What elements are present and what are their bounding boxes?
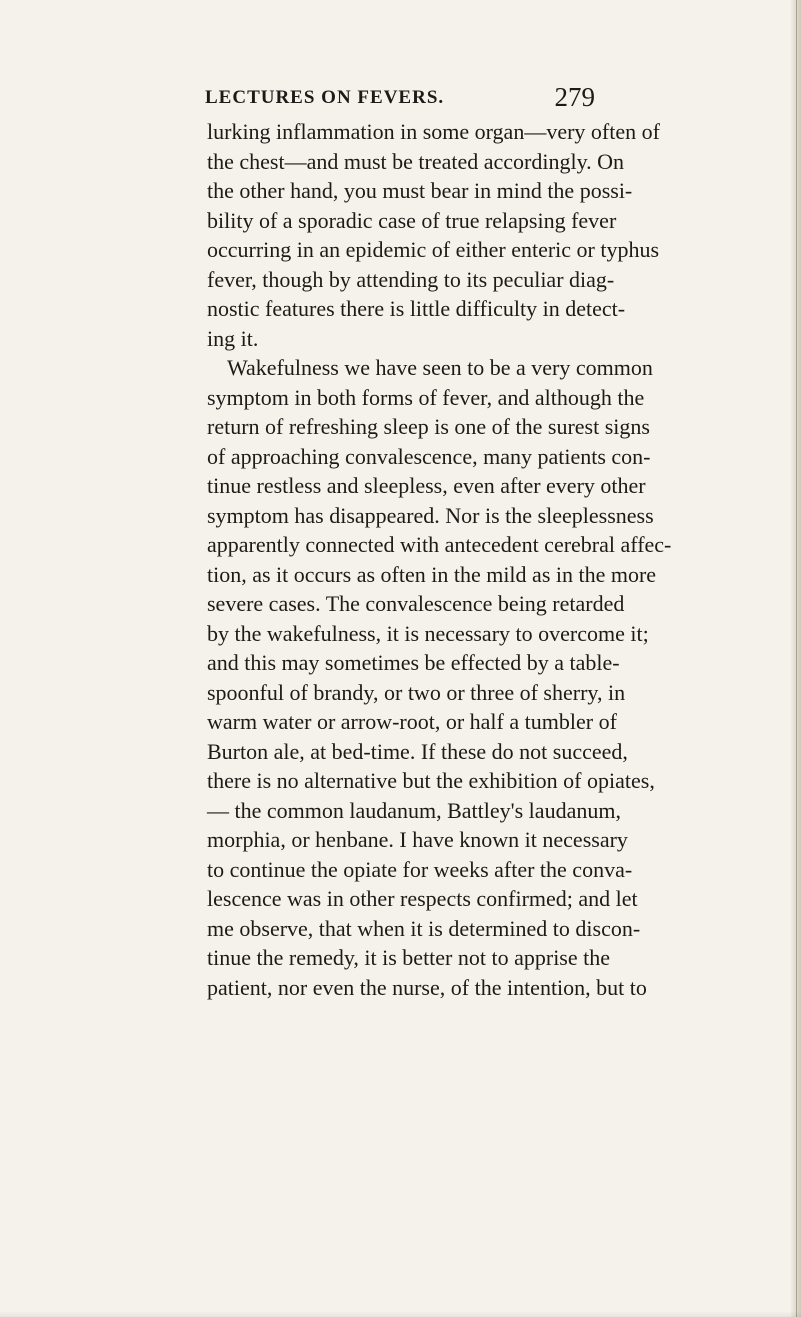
text-line: occurring in an epidemic of either enteric or typhus [207,237,660,262]
text-line: ing it. [207,325,259,351]
text-line: nostic features there is little difficulty in detect- [207,296,626,321]
running-head: LECTURES ON FEVERS. [205,87,445,108]
text-line: tinue the remedy, it is better not to apprise the [207,945,611,970]
text-line: and this may sometimes be effected by a table- [207,650,620,675]
text-line: return of refreshing sleep is one of the surest signs [207,414,650,439]
text-line: of approaching convalescence, many patients con- [207,443,651,469]
text-line: symptom in both forms of fever, and although the [207,384,645,410]
text-line: there is no alternative but the exhibition of opiates, [207,768,655,793]
page-bottom-shadow [0,1311,801,1317]
text-line: patient, nor even the nurse, of the intention, but to [207,974,647,1000]
text-line: me observe, that when it is determined to discon- [207,915,641,941]
body-text [207,117,672,1002]
text-line: apparently connected with antecedent cerebral affec- [207,532,672,557]
text-line: symptom has disappeared. Nor is the sleeplessness [207,502,654,528]
text-line: Wakefulness we have seen to be a very common [227,355,653,380]
text-line: — the common laudanum, Battley's laudanum, [207,797,621,823]
page-number: 279 [554,82,595,112]
text-line: to continue the opiate for weeks after the conva- [207,856,633,882]
page-header [205,82,595,112]
text-line: tinue restless and sleepless, even after every other [207,473,646,498]
page-edge-line [796,0,797,1317]
text-line: tion, as it occurs as often in the mild as in the more [207,561,657,587]
text-line: bility of a sporadic case of true relapsing fever [207,207,617,233]
text-line: spoonful of brandy, or two or three of sherry, in [207,679,626,705]
text-line: lurking inflammation in some organ—very often of [207,119,660,144]
text-line: severe cases. The convalescence being retarded [207,591,625,616]
text-line: the other hand, you must bear in mind the possi- [207,178,633,203]
text-line: the chest—and must be treated accordingly. On [207,148,625,174]
text-line: by the wakefulness, it is necessary to overcome it; [207,620,649,646]
text-line: morphia, or henbane. I have known it necessary [207,827,628,852]
text-line: Burton ale, at bed-time. If these do not succeed, [207,738,628,764]
text-line: fever, though by attending to its peculiar diag- [207,266,615,292]
text-line: lescence was in other respects confirmed; and let [207,886,638,911]
text-line: warm water or arrow-root, or half a tumbler of [207,709,617,734]
